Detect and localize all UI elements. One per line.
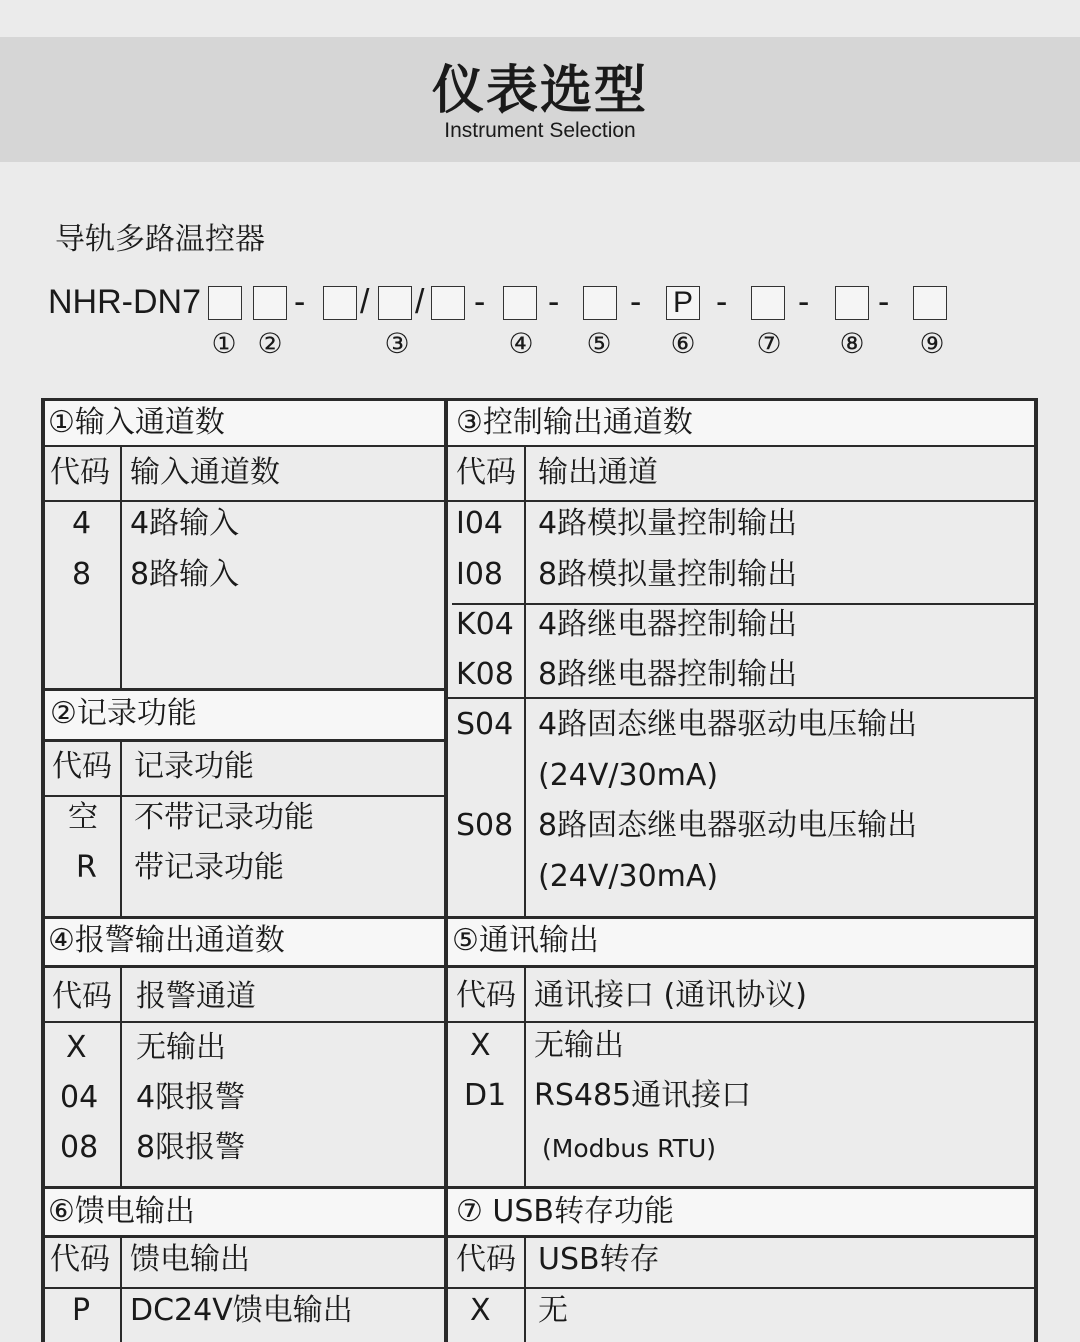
row-desc: 无输出 (136, 1030, 226, 1065)
row-desc: 8限报警 (136, 1130, 246, 1165)
code-box-4 (503, 286, 537, 320)
row-desc-note: (Modbus RTU) (542, 1134, 717, 1163)
row-code: X (66, 1030, 87, 1065)
marker-7: ⑦ (756, 327, 782, 360)
row-desc: 无输出 (534, 1028, 624, 1063)
grid-line (43, 445, 446, 447)
grid-line (446, 500, 1036, 502)
header-banner (0, 37, 1080, 162)
column-header-desc: 馈电输出 (130, 1242, 250, 1277)
grid-line (524, 445, 526, 917)
row-desc: 4路继电器控制输出 (538, 607, 798, 642)
code-box-9 (913, 286, 947, 320)
column-header-code: 代码 (50, 1242, 110, 1277)
code-separator: - (798, 283, 810, 321)
grid-line (43, 965, 1036, 968)
column-header-code: 代码 (456, 1242, 516, 1277)
grid-line (43, 1186, 1036, 1189)
section-title-alarm: ④报警输出通道数 (48, 923, 285, 958)
marker-2: ② (257, 327, 283, 360)
grid-line (120, 1235, 122, 1342)
grid-line (43, 500, 446, 502)
grid-line (43, 1235, 1036, 1238)
grid-line (446, 697, 1036, 699)
section-title-feed: ⑥馈电输出 (48, 1194, 195, 1229)
column-header-desc: 输入通道数 (130, 455, 280, 490)
row-desc: 8路输入 (130, 557, 240, 592)
grid-line (524, 1235, 526, 1342)
table-border (41, 398, 1038, 401)
row-desc: 4路固态继电器驱动电压输出 (538, 707, 918, 742)
marker-9: ⑨ (919, 327, 945, 360)
grid-line (120, 445, 122, 690)
section-title-record: ②记录功能 (50, 696, 197, 731)
code-box-1 (208, 286, 242, 320)
grid-line (524, 965, 526, 1187)
row-code: 8 (72, 557, 92, 592)
table-border (1034, 398, 1038, 1342)
row-code: X (470, 1293, 491, 1328)
section-title-comm: ⑤通讯输出 (452, 923, 599, 958)
grid-line (43, 739, 446, 742)
code-box-5 (583, 286, 617, 320)
column-header-desc: 通讯接口 (通讯协议) (534, 978, 807, 1013)
row-code: P (72, 1293, 91, 1328)
code-box-3c (431, 286, 465, 320)
row-desc: 8路固态继电器驱动电压输出 (538, 808, 918, 843)
code-prefix: NHR-DN7 (48, 283, 201, 321)
grid-line (43, 795, 446, 797)
section-title-control: ③控制输出通道数 (456, 405, 693, 440)
row-code: S08 (456, 808, 514, 843)
code-separator: - (630, 283, 642, 321)
grid-line (43, 1287, 1036, 1289)
row-code: K04 (456, 607, 514, 642)
code-box-3b (378, 286, 412, 320)
code-separator: - (716, 283, 728, 321)
code-separator: - (548, 283, 560, 321)
product-name: 导轨多路温控器 (55, 222, 265, 257)
row-desc: 8路继电器控制输出 (538, 657, 798, 692)
grid-line (120, 965, 122, 1187)
column-header-code: 代码 (456, 978, 516, 1013)
row-desc-note: (24V/30mA) (538, 859, 719, 894)
row-code: 空 (68, 800, 98, 835)
code-separator: - (474, 283, 486, 321)
marker-5: ⑤ (586, 327, 612, 360)
row-desc: 带记录功能 (134, 850, 284, 885)
marker-6: ⑥ (670, 327, 696, 360)
code-separator: - (878, 283, 890, 321)
row-desc: 4路模拟量控制输出 (538, 506, 798, 541)
page-title: 仪表选型 (431, 61, 648, 121)
column-header-code: 代码 (52, 979, 112, 1014)
column-header-desc: 输出通道 (538, 455, 658, 490)
table-divider (444, 398, 448, 1342)
grid-line (43, 916, 1036, 919)
row-code: X (470, 1028, 491, 1063)
column-header-code: 代码 (456, 455, 516, 490)
row-code: S04 (456, 707, 514, 742)
column-header-desc: 报警通道 (136, 979, 256, 1014)
grid-line (120, 739, 122, 917)
row-code: 04 (60, 1080, 99, 1115)
column-header-code: 代码 (52, 749, 112, 784)
column-header-desc: 记录功能 (134, 749, 254, 784)
grid-line (446, 445, 1036, 447)
row-code: I04 (456, 506, 504, 541)
code-box-3a (323, 286, 357, 320)
column-header-code: 代码 (50, 455, 110, 490)
code-box-7 (751, 286, 785, 320)
row-desc: 4路输入 (130, 506, 240, 541)
marker-4: ④ (508, 327, 534, 360)
marker-8: ⑧ (839, 327, 865, 360)
row-code: 4 (72, 506, 92, 541)
row-code: K08 (456, 657, 514, 692)
grid-line (43, 688, 446, 691)
marker-3: ③ (384, 327, 410, 360)
code-separator: - (294, 283, 306, 321)
row-desc-note: (24V/30mA) (538, 758, 719, 793)
row-code: I08 (456, 557, 504, 592)
page-subtitle: Instrument Selection (444, 119, 636, 142)
row-desc: 不带记录功能 (134, 800, 314, 835)
row-code: 08 (60, 1130, 99, 1165)
code-separator: / (360, 283, 370, 321)
row-desc: 4限报警 (136, 1080, 246, 1115)
section-title-usb: ⑦ USB转存功能 (456, 1194, 675, 1229)
column-header-desc: USB转存 (538, 1242, 660, 1277)
code-box-2 (253, 286, 287, 320)
grid-line (43, 1021, 1036, 1023)
row-desc: 无 (538, 1293, 568, 1328)
row-code: D1 (464, 1078, 507, 1113)
section-title-input: ①输入通道数 (48, 405, 225, 440)
code-box-8 (835, 286, 869, 320)
marker-1: ① (211, 327, 237, 360)
row-desc: 8路模拟量控制输出 (538, 557, 798, 592)
code-separator: / (415, 283, 425, 321)
row-desc: DC24V馈电输出 (130, 1293, 353, 1328)
table-border (41, 398, 45, 1342)
row-desc: RS485通讯接口 (534, 1078, 752, 1113)
row-code: R (76, 850, 97, 885)
code-box-6: P (666, 286, 700, 320)
